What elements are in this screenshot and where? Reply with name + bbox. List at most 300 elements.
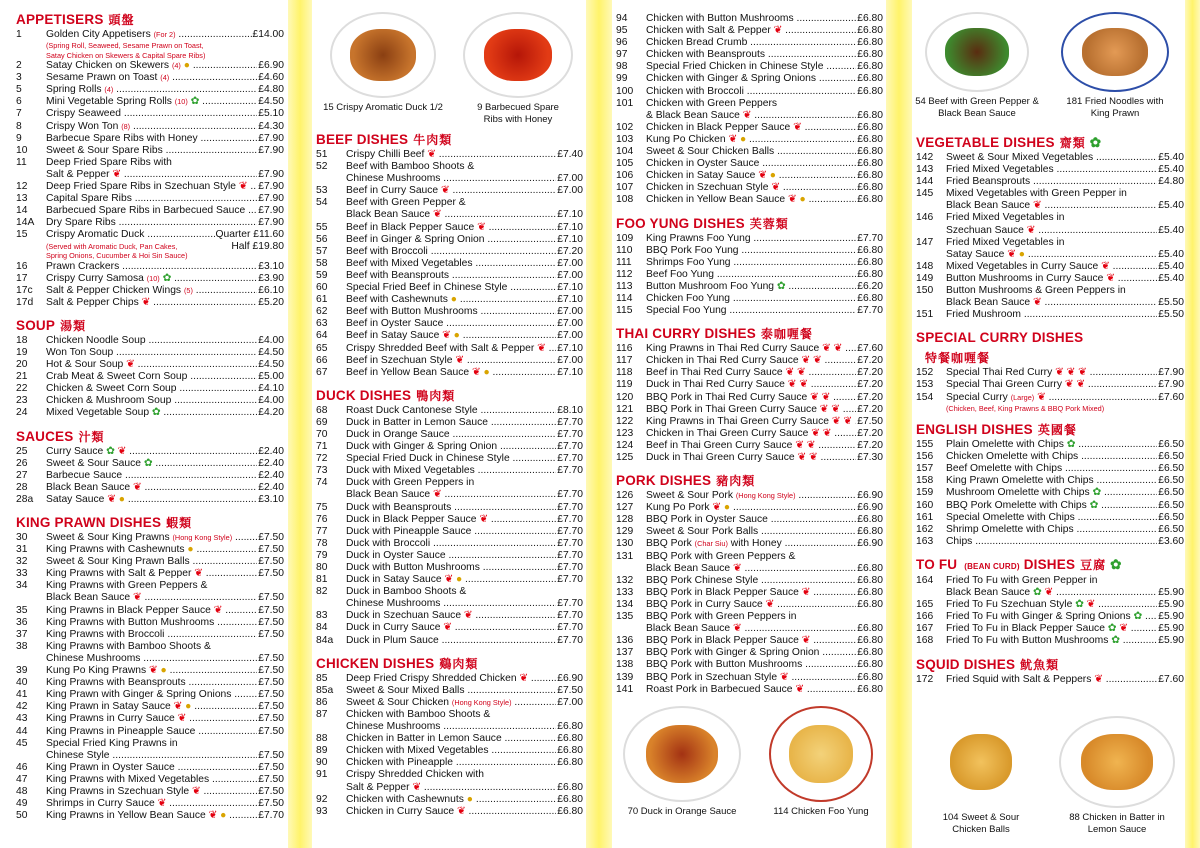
item-name-text: Chicken with Ginger & Spring Onions: [646, 73, 816, 85]
item-name-text: Button Mushrooms & Green Peppers in: [946, 285, 1126, 297]
item-number: 124: [616, 439, 634, 451]
item-name: [946, 200, 1157, 212]
chili-icon: ❦: [441, 574, 454, 586]
menu-item: [616, 428, 883, 440]
item-price: £7.50: [258, 604, 284, 616]
chili-icon: ❦: [114, 445, 127, 457]
nut-icon: ●: [180, 60, 190, 72]
item-name-text: King Prawn Omelette with Chips: [946, 475, 1094, 487]
chili-icon: ❦: [806, 452, 818, 463]
item-name: [346, 721, 556, 733]
item-name: [346, 697, 556, 709]
menu-item: [616, 73, 883, 85]
item-number: 63: [316, 318, 328, 330]
menu-item: [916, 249, 1184, 261]
item-name: [46, 617, 257, 629]
item-name-text: Black Bean Sauce: [346, 489, 431, 501]
item-number: 122: [616, 415, 634, 427]
item-number: 1: [16, 29, 22, 40]
vegetarian-leaf-icon: ✿: [1072, 599, 1084, 611]
item-price: £6.80: [557, 793, 583, 805]
item-name-text: Deep Fried Spare Ribs in Szechuan Style: [46, 181, 237, 193]
menu-item: [316, 318, 583, 330]
vegetarian-leaf-icon: ✿: [187, 96, 200, 108]
item-name: [646, 25, 856, 37]
item-name-text: BBQ Pork with Ginger & Spring Onion: [646, 647, 820, 659]
item-number: 43: [16, 713, 28, 725]
item-name: [346, 185, 556, 197]
item-number: 40: [16, 677, 28, 689]
item-name: [646, 158, 856, 170]
item-number: 60: [316, 282, 328, 294]
item-option: (8): [121, 121, 131, 131]
item-price: £6.80: [857, 73, 883, 85]
item-number: 126: [616, 490, 634, 502]
item-number: 143: [916, 164, 934, 176]
menu-item: [916, 536, 1184, 548]
item-name-text: Chicken in Black Pepper Sauce: [646, 121, 791, 133]
menu-item: [616, 659, 883, 671]
item-name-text: Sweet & Sour Pork Balls: [646, 526, 759, 538]
item-number: 17: [16, 272, 28, 284]
item-name-text: Chicken in Thai Red Curry Sauce: [646, 355, 799, 367]
item-name: [646, 623, 856, 635]
menu-item: [16, 169, 284, 181]
item-name-text: Kung Po King Prawns: [46, 665, 147, 677]
item-price: £6.80: [857, 182, 883, 194]
item-price: £6.80: [857, 292, 883, 304]
chili-icon: ❦: [476, 513, 488, 525]
section-heading: [916, 329, 1184, 346]
item-number: 41: [16, 689, 28, 701]
item-name-text: Black Bean Sauce: [46, 592, 131, 604]
item-number: 32: [16, 556, 28, 568]
item-price: £7.10: [557, 366, 583, 378]
item-name: [946, 611, 1157, 623]
item-name: [346, 246, 556, 258]
item-name: [646, 538, 856, 550]
item-name: [646, 269, 856, 281]
item-price: £7.40: [557, 149, 583, 160]
item-name-text: King Prawns with Green Peppers &: [46, 580, 208, 592]
item-name-text: Duck in Thai Green Curry Sauce: [646, 452, 795, 463]
menu-item: [916, 367, 1184, 379]
chili-icon: ❦: [803, 439, 816, 451]
item-number: 34: [16, 580, 28, 592]
item-name: [346, 330, 556, 342]
item-price: £7.70: [557, 428, 583, 440]
item-number: 113: [616, 280, 633, 292]
item-price: £7.70: [557, 501, 583, 513]
item-price: £4.30: [258, 120, 284, 132]
item-name-text: Beef with Button Mushrooms: [346, 306, 478, 318]
chili-icon: ❦: [810, 355, 822, 367]
vegetarian-leaf-icon: ✿: [1085, 135, 1102, 150]
item-number: 145: [916, 188, 934, 200]
item-price: £7.60: [857, 343, 883, 355]
item-name: [346, 465, 556, 477]
item-number: 152: [916, 367, 934, 379]
item-name: [46, 347, 257, 359]
menu-item: [316, 794, 583, 806]
item-name-text: King Prawns with Bamboo Shoots &: [46, 640, 211, 652]
item-number: 7: [16, 108, 22, 120]
menu-item: [16, 29, 284, 41]
menu-item: [916, 500, 1184, 512]
item-number: 64: [316, 330, 328, 342]
item-name-text: Satay Sauce: [46, 493, 105, 505]
item-price: £6.50: [1158, 463, 1184, 475]
item-number: 46: [16, 761, 28, 773]
menu-item: [616, 599, 883, 611]
item-option: (5): [183, 285, 193, 295]
nut-icon: ●: [217, 810, 227, 822]
item-number: 160: [916, 499, 934, 511]
item-name: [46, 157, 284, 169]
menu-item: [616, 416, 883, 428]
item-price: £6.80: [857, 49, 883, 61]
menu-item: [316, 246, 583, 258]
section-title: SPECIAL CURRY DISHES: [916, 330, 1084, 346]
chili-icon: ❦: [1103, 272, 1115, 284]
item-price: £7.50: [258, 616, 284, 628]
item-name: [346, 417, 556, 429]
item-number: 68: [316, 404, 328, 416]
item-number: 74: [316, 477, 328, 489]
menu-item: [916, 188, 1184, 200]
section-title: ENGLISH DISHES: [916, 422, 1033, 438]
item-name-text: Chicken in Batter in Lemon Sauce: [346, 733, 502, 745]
menu-item: [16, 713, 284, 725]
section-title: SAUCES: [16, 428, 74, 444]
item-number: 61: [316, 294, 328, 306]
item-name-text: Chicken & Sweet Corn Soup: [46, 383, 177, 395]
item-name: [646, 367, 856, 379]
item-name-text: Mixed Vegetables in Curry Sauce: [946, 260, 1099, 272]
item-price: £5.40: [1158, 272, 1184, 284]
item-price: £7.60: [1158, 391, 1184, 403]
item-name: [346, 441, 556, 453]
menu-item: [616, 13, 883, 25]
item-name: [346, 173, 556, 185]
item-name: [346, 405, 556, 417]
chili-icon: ❦: [818, 391, 831, 403]
item-number: 6: [16, 96, 22, 108]
item-name: [946, 392, 1157, 404]
item-name-text: Button Mushroom Foo Yung: [646, 280, 775, 292]
menu-item: [16, 84, 284, 96]
menu-item: [316, 673, 583, 685]
item-price: £4.80: [258, 84, 284, 96]
nut-icon: ●: [721, 502, 731, 514]
menu-item: [316, 610, 583, 622]
item-name: [346, 586, 583, 598]
item-name-text: Duck in Curry Sauce: [346, 622, 441, 634]
chili-icon: ❦: [794, 452, 807, 463]
menu-item: [16, 544, 284, 556]
chili-icon: ❦: [819, 343, 831, 355]
item-price: £4.10: [258, 383, 284, 395]
menu-item: [316, 209, 583, 221]
menu-item: [16, 395, 284, 407]
menu-item: [616, 194, 883, 206]
item-name: [646, 514, 856, 526]
chili-icon: ❦: [1098, 260, 1110, 272]
item-number: 44: [16, 725, 28, 737]
item-number: 20: [16, 359, 28, 371]
nut-icon: ●: [737, 133, 747, 145]
item-price: £6.80: [857, 514, 883, 526]
item-name-text: Black Bean Sauce: [46, 481, 131, 493]
item-name: [646, 257, 856, 269]
menu-item: [616, 575, 883, 587]
item-name-text: Shrimps Foo Yung: [646, 256, 731, 268]
item-name: [946, 176, 1157, 188]
section-chinese-title: 英國餐: [1037, 423, 1077, 438]
menu-item: [16, 446, 284, 458]
item-name-text: Duck in Oyster Sauce: [346, 549, 446, 561]
item-name: [646, 49, 856, 61]
item-name: [46, 677, 257, 689]
item-name: [946, 379, 1157, 391]
menu-item: [16, 592, 284, 604]
nut-icon: ●: [453, 574, 463, 586]
item-number: 120: [616, 391, 634, 403]
menu-item: [616, 293, 883, 305]
menu-item: [316, 745, 583, 757]
chili-icon: ❦: [409, 781, 422, 793]
item-name-text: Mini Vegetable Spring Rolls: [46, 96, 172, 108]
item-name-text: Duck in Bamboo Shoots &: [346, 586, 467, 598]
menu-item: [616, 440, 883, 452]
item-price: £7.70: [557, 634, 583, 646]
item-name: [46, 446, 257, 458]
note-text: Spring Onions, Cucumber & Hoi Sin Sauce): [46, 251, 188, 260]
item-number: 165: [916, 599, 934, 611]
item-name: [946, 487, 1157, 499]
item-number: 138: [616, 659, 634, 671]
item-price: £7.20: [857, 403, 883, 415]
item-price: £7.00: [557, 330, 583, 342]
menu-item: [616, 563, 883, 575]
item-name-text: BBQ Pork Chinese Style: [646, 574, 759, 586]
item-price: £6.80: [857, 562, 883, 574]
section-heading: [916, 556, 1184, 575]
item-name-text: Duck with Green Peppers in: [346, 477, 475, 489]
menu-item: [16, 72, 284, 84]
item-name: [946, 237, 1184, 249]
menu-item: [16, 494, 284, 506]
menu-item: [916, 587, 1184, 599]
item-price: £7.70: [857, 305, 883, 317]
item-name: [46, 335, 257, 347]
chili-icon: ❦: [1062, 379, 1074, 391]
menu-item: [16, 701, 284, 713]
item-name-text: Fried To Fu Szechuan Style: [946, 599, 1073, 611]
item-price: £6.80: [857, 647, 883, 659]
item-price: £5.90: [1158, 611, 1184, 623]
item-price: £7.90: [258, 132, 284, 144]
item-name-text: Deep Fried Crispy Shredded Chicken: [346, 672, 517, 684]
item-price: £7.70: [557, 562, 583, 573]
item-number: 127: [616, 502, 634, 514]
item-number: 155: [916, 439, 934, 451]
item-price: £7.50: [258, 749, 284, 761]
item-name-text: Spring Rolls: [46, 84, 102, 96]
section-heading: [316, 655, 583, 673]
item-price: £7.70: [557, 622, 583, 634]
item-number: 54: [316, 197, 328, 209]
chili-icon: ❦: [205, 810, 218, 822]
item-name: [46, 371, 257, 383]
menu-item: [916, 309, 1184, 321]
menu-item: [616, 367, 883, 379]
item-name-text: Duck in Plum Sauce: [346, 634, 439, 646]
menu-item: [616, 37, 883, 49]
menu-item: [616, 182, 883, 194]
item-name-text: Beef Foo Yung: [646, 268, 714, 280]
menu-item: [16, 108, 284, 120]
item-name-text: Sweet & Sour Sauce: [46, 457, 142, 469]
item-name-text: Chicken in Thai Green Curry Sauce: [646, 427, 809, 439]
item-name-text: Golden City Appetisers: [46, 29, 151, 40]
item-name-text: Chicken with Bamboo Shoots &: [346, 708, 491, 720]
item-name-text: Black Bean Sauce: [946, 200, 1031, 212]
chili-icon: ❦: [469, 366, 481, 378]
item-name-text: Chicken with Green Peppers: [646, 97, 778, 109]
item-price: £2.40: [258, 457, 284, 469]
menu-item: [16, 217, 284, 229]
item-option: (Hong Kong Style): [735, 491, 796, 501]
item-name-text: Sweet & Sour King Prawns: [46, 532, 170, 543]
item-name-text: BBQ Pork in Curry Sauce: [646, 598, 763, 610]
item-name: [946, 152, 1157, 164]
item-price: £14.00: [252, 29, 284, 40]
menu-item: [616, 25, 883, 37]
item-number: 76: [316, 513, 328, 525]
menu-item: [616, 233, 883, 245]
item-name-text: BBQ Pork in Black Pepper Sauce: [646, 586, 799, 598]
item-name: [346, 733, 556, 745]
item-price: £5.40: [1158, 152, 1184, 163]
item-price: £7.90: [258, 193, 284, 205]
item-price: £7.70: [557, 416, 583, 428]
item-name: [346, 282, 556, 294]
menu-item: [16, 774, 284, 786]
nut-icon: ●: [450, 330, 460, 342]
menu-item: [316, 622, 583, 634]
menu-item: [316, 526, 583, 538]
item-price: £7.20: [857, 427, 883, 439]
item-name: [46, 169, 257, 181]
item-name: [646, 404, 856, 416]
item-price: £7.70: [557, 441, 583, 453]
chili-icon: ❦: [440, 622, 452, 634]
menu-item: [316, 367, 583, 379]
item-name: [346, 709, 583, 721]
item-name-text: & Black Bean Sauce: [646, 109, 740, 121]
item-name: [46, 726, 257, 738]
item-note: [916, 404, 1184, 414]
item-name: [46, 532, 257, 544]
item-price: £7.50: [258, 798, 284, 810]
item-price: £7.70: [557, 453, 583, 465]
item-name-text: BBQ Pork in Thai Red Curry Sauce: [646, 391, 808, 403]
item-price: £7.70: [258, 810, 284, 822]
item-number: 157: [916, 463, 934, 475]
menu-item: [16, 157, 284, 169]
item-name-text: Special Fried King Prawns in: [46, 737, 178, 749]
item-name-text: King Prawn in Oyster Sauce: [46, 761, 175, 773]
item-name: [346, 429, 556, 441]
chili-icon: ❦: [130, 481, 142, 493]
menu-item: [316, 417, 583, 429]
item-number: 85a: [316, 684, 334, 696]
chili-icon: ❦: [138, 296, 151, 308]
chili-icon: ❦: [828, 403, 840, 415]
item-number: 71: [316, 441, 328, 453]
chili-icon: ❦: [461, 610, 473, 622]
menu-item: [16, 617, 284, 629]
item-name-text: Special Fried Chicken in Chinese Style: [646, 61, 824, 73]
item-price: £5.20: [258, 296, 284, 308]
menu-item: [16, 383, 284, 395]
item-name: [346, 294, 556, 306]
item-number: 75: [316, 501, 328, 513]
item-price: £7.70: [557, 513, 583, 525]
photo-duck-orange: 70 Duck in Orange Sauce: [612, 706, 752, 818]
item-number: 99: [616, 73, 628, 85]
item-name-text: Chinese Mushrooms: [346, 173, 441, 185]
item-name-text: Chips: [946, 535, 973, 547]
menu-item: [316, 697, 583, 709]
item-price: £4.20: [258, 407, 284, 419]
item-name: [46, 605, 257, 617]
item-name-text: BBQ Pork in Szechuan Style: [646, 671, 778, 683]
section-chinese-title: 特餐咖喱餐: [925, 351, 991, 366]
item-price: £7.70: [557, 465, 583, 477]
item-name-text: Shrimp Omelette with Chips: [946, 523, 1074, 535]
item-number: 132: [616, 574, 634, 586]
item-number: 2: [16, 60, 22, 72]
chili-icon: ❦: [808, 427, 820, 439]
item-name-text: BBQ Pork with Green Peppers in: [646, 611, 797, 623]
menu-item: [16, 347, 284, 359]
item-number: 142: [916, 152, 934, 163]
item-number: 52: [316, 161, 328, 173]
item-number: 47: [16, 773, 28, 785]
menu-item: [316, 538, 583, 550]
chili-icon: ❦: [798, 355, 811, 367]
chili-icon: ❦: [430, 489, 442, 501]
nut-icon: ●: [480, 366, 490, 378]
menu-item: [616, 86, 883, 98]
item-name: [646, 73, 856, 85]
item-price: £6.80: [857, 13, 883, 24]
chili-icon: ❦: [739, 109, 752, 121]
item-price: £7.20: [857, 355, 883, 367]
menu-item: [316, 489, 583, 501]
item-number: 162: [916, 523, 934, 535]
section-title: TO FU: [916, 556, 958, 572]
item-name: [346, 270, 556, 282]
item-name: [946, 212, 1184, 224]
menu-item: [916, 524, 1184, 536]
menu-item: [916, 261, 1184, 273]
item-price: £6.80: [857, 526, 883, 538]
item-name: [946, 623, 1157, 635]
item-name: [646, 502, 856, 514]
